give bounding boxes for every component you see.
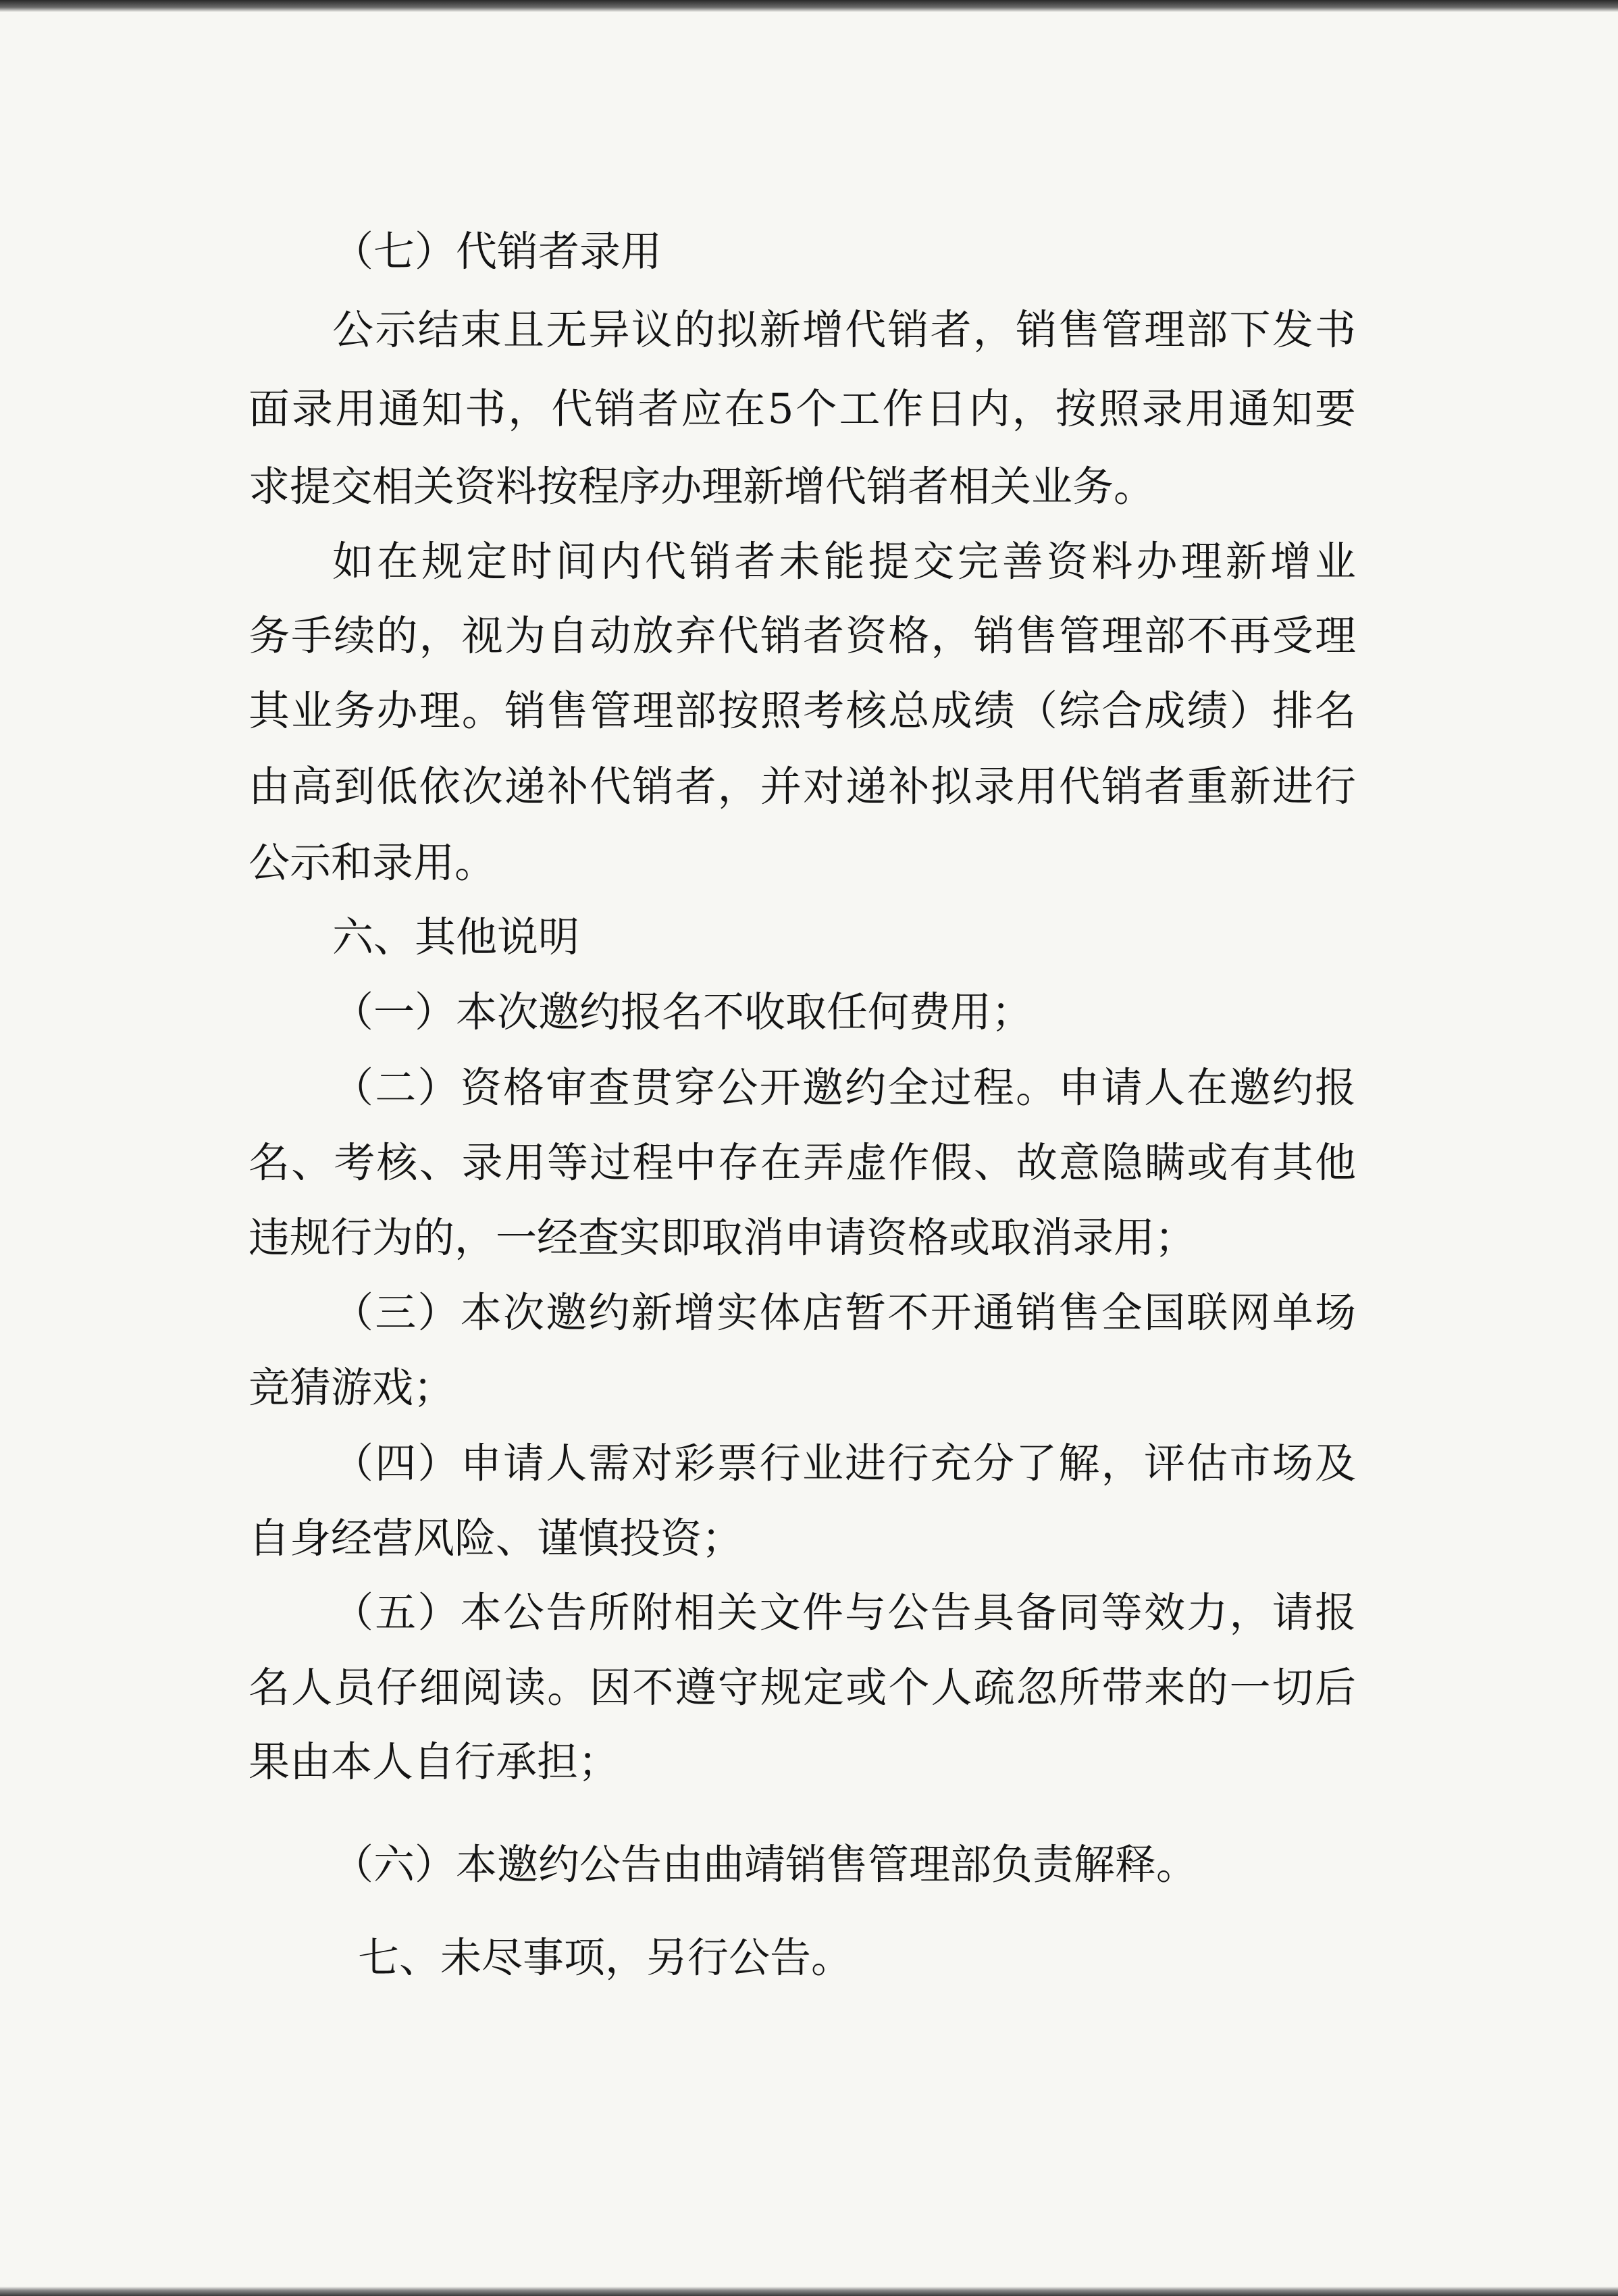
paragraph-line: 务手续的，视为自动放弃代销者资格，销售管理部不再受理 [249,612,1356,660]
paragraph-line: 面录用通知书，代销者应在5个工作日内，按照录用通知要 [249,385,1356,433]
section-heading: （七）代销者录用 [332,228,662,276]
paragraph-line: 其业务办理。销售管理部按照考核总成绩（综合成绩）排名 [249,687,1356,735]
list-item: （二）资格审查贯穿公开邀约全过程。申请人在邀约报 [332,1064,1356,1112]
paragraph-line: 名、考核、录用等过程中存在弄虚作假、故意隐瞒或有其他 [249,1139,1356,1187]
paragraph-line: 如在规定时间内代销者未能提交完善资料办理新增业 [332,538,1356,586]
list-item: （六）本邀约公告由曲靖销售管理部负责解释。 [332,1841,1198,1889]
section-heading: 七、未尽事项，另行公告。 [358,1934,853,1982]
section-heading: 六、其他说明 [332,913,580,961]
list-item: （四）申请人需对彩票行业进行充分了解，评估市场及 [332,1439,1356,1487]
paragraph-line: 果由本人自行承担； [249,1738,620,1786]
paragraph-line: 公示结束且无异议的拟新增代销者，销售管理部下发书 [332,306,1356,354]
paragraph-line: 竞猜游戏； [249,1364,455,1412]
paragraph-line: 由高到低依次递补代销者，并对递补拟录用代销者重新进行 [249,763,1356,811]
paragraph-line: 违规行为的，一经查实即取消申请资格或取消录用； [249,1214,1197,1262]
paragraph-line: 公示和录用。 [249,839,496,887]
list-item: （五）本公告所附相关文件与公告具备同等效力，请报 [332,1589,1356,1637]
paragraph-line: 自身经营风险、谨慎投资； [249,1514,743,1562]
paragraph-line: 名人员仔细阅读。因不遵守规定或个人疏忽所带来的一切后 [249,1664,1356,1712]
list-item: （三）本次邀约新增实体店暂不开通销售全国联网单场 [332,1289,1356,1337]
list-item: （一）本次邀约报名不收取任何费用； [332,988,1033,1036]
paragraph-line: 求提交相关资料按程序办理新增代销者相关业务。 [249,463,1155,511]
